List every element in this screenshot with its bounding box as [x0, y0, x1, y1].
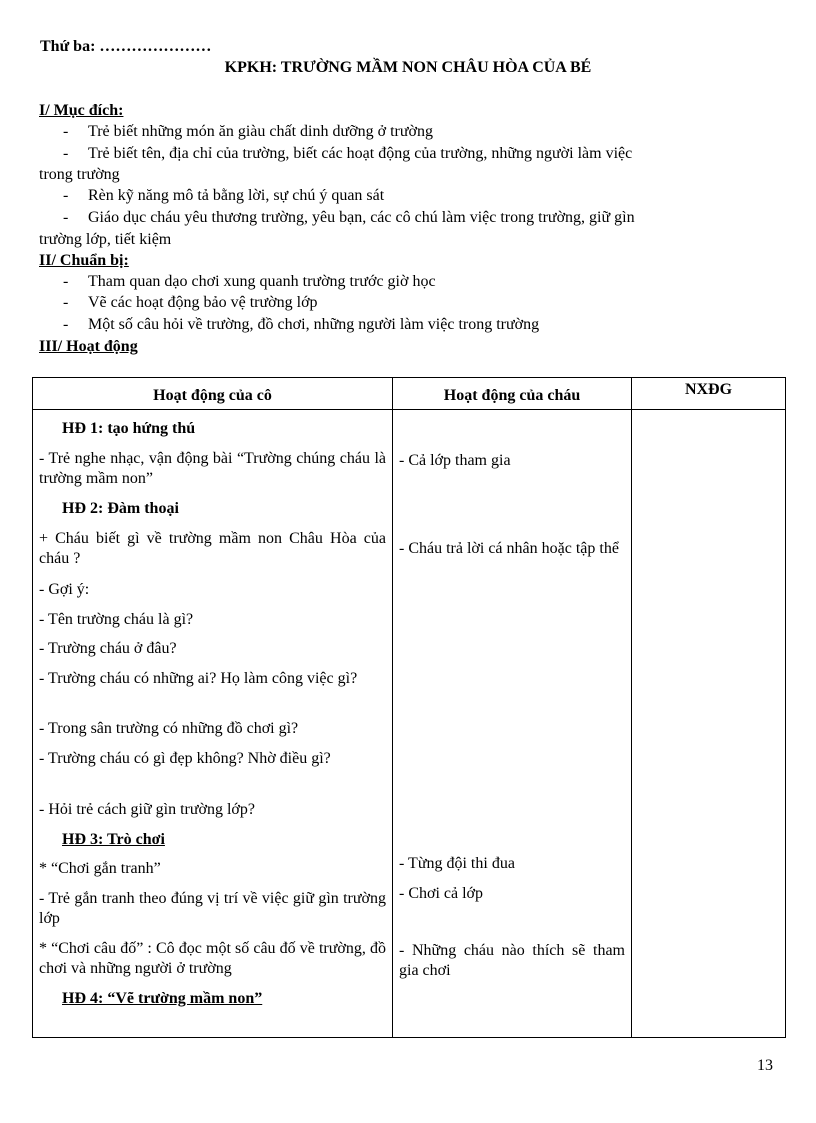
page-number: 13	[757, 1057, 773, 1074]
teacher-step: * “Chơi câu đố” : Cô đọc một số câu đố về trường, đồ chơi và những người ở trường	[39, 940, 386, 977]
teacher-step: - Trong sân trường có những đồ chơi gì?	[39, 720, 299, 737]
prep-heading: II/ Chuẩn bị:	[39, 252, 129, 269]
table-body-row	[33, 410, 786, 1038]
purpose-item-continued: trường lớp, tiết kiệm	[39, 231, 172, 248]
activity-3-heading: HĐ 3: Trò chơi	[62, 831, 165, 848]
evaluation-column	[632, 410, 786, 1038]
teacher-step: - Trường cháu có những ai? Họ làm công việc gì?	[39, 670, 358, 687]
activity-1-heading: HĐ 1: tạo hứng thú	[62, 420, 196, 437]
page-title: KPKH: TRƯỜNG MẦM NON CHÂU HÒA CỦA BÉ	[224, 59, 592, 76]
teacher-step: - Hỏi trẻ cách giữ gìn trường lớp?	[39, 801, 255, 818]
activity-4-heading: HĐ 4: “Vẽ trường mầm non”	[62, 990, 263, 1007]
child-column	[393, 410, 632, 1038]
activities-table	[32, 377, 786, 1038]
teacher-step: - Trẻ nghe nhạc, vận động bài “Trường chúng cháu là trường mầm non”	[39, 450, 386, 487]
child-step: - Chơi cả lớp	[399, 885, 484, 902]
purpose-item: - Trẻ biết những món ăn giàu chất dinh dưỡng ở trường	[63, 123, 433, 140]
table-header-row	[33, 378, 786, 410]
header-evaluation: NXĐG	[632, 378, 786, 410]
prep-item: - Vẽ các hoạt động bảo vệ trường lớp	[63, 294, 318, 311]
child-step: - Cả lớp tham gia	[399, 452, 511, 469]
activities-heading: III/ Hoạt động	[39, 338, 138, 355]
purpose-item: - Rèn kỹ năng mô tả bằng lời, sự chú ý quan sát	[63, 187, 385, 204]
prep-item: - Một số câu hỏi về trường, đồ chơi, những người làm việc trong trường	[63, 316, 540, 333]
header-teacher: Hoạt động của cô	[33, 378, 393, 410]
header-child: Hoạt động của cháu	[393, 378, 632, 410]
child-step: - Những cháu nào thích sẽ tham gia chơi	[399, 942, 625, 979]
purpose-item: - Giáo dục cháu yêu thương trường, yêu bạn, các cô chú làm việc trong trường, giữ gìn	[63, 209, 635, 226]
activity-2-heading: HĐ 2: Đàm thoại	[62, 500, 179, 517]
teacher-step: - Tên trường cháu là gì?	[39, 611, 194, 628]
teacher-step: - Gợi ý:	[39, 581, 90, 598]
teacher-step: - Trường cháu ở đâu?	[39, 640, 177, 657]
teacher-step: * “Chơi gắn tranh”	[39, 860, 161, 877]
teacher-step: - Trẻ gắn tranh theo đúng vị trí về việc giữ gìn trường lớp	[39, 890, 386, 927]
teacher-step: - Trường cháu có gì đẹp không? Nhờ điều gì?	[39, 750, 331, 767]
prep-item: - Tham quan dạo chơi xung quanh trường trước giờ học	[63, 273, 436, 290]
purpose-item-continued: trong trường	[39, 166, 120, 183]
child-step: - Cháu trả lời cá nhân hoặc tập thể	[399, 540, 619, 557]
teacher-step: + Cháu biết gì về trường mầm non Châu Hòa của cháu ?	[39, 530, 386, 567]
purpose-item: - Trẻ biết tên, địa chỉ của trường, biết các hoạt động của trường, những người làm việc	[63, 145, 633, 162]
child-step: - Từng đội thi đua	[399, 855, 515, 872]
teacher-column	[33, 410, 393, 1038]
day-label: Thứ ba: …………………	[40, 38, 212, 55]
purpose-heading: I/ Mục đích:	[39, 102, 124, 119]
